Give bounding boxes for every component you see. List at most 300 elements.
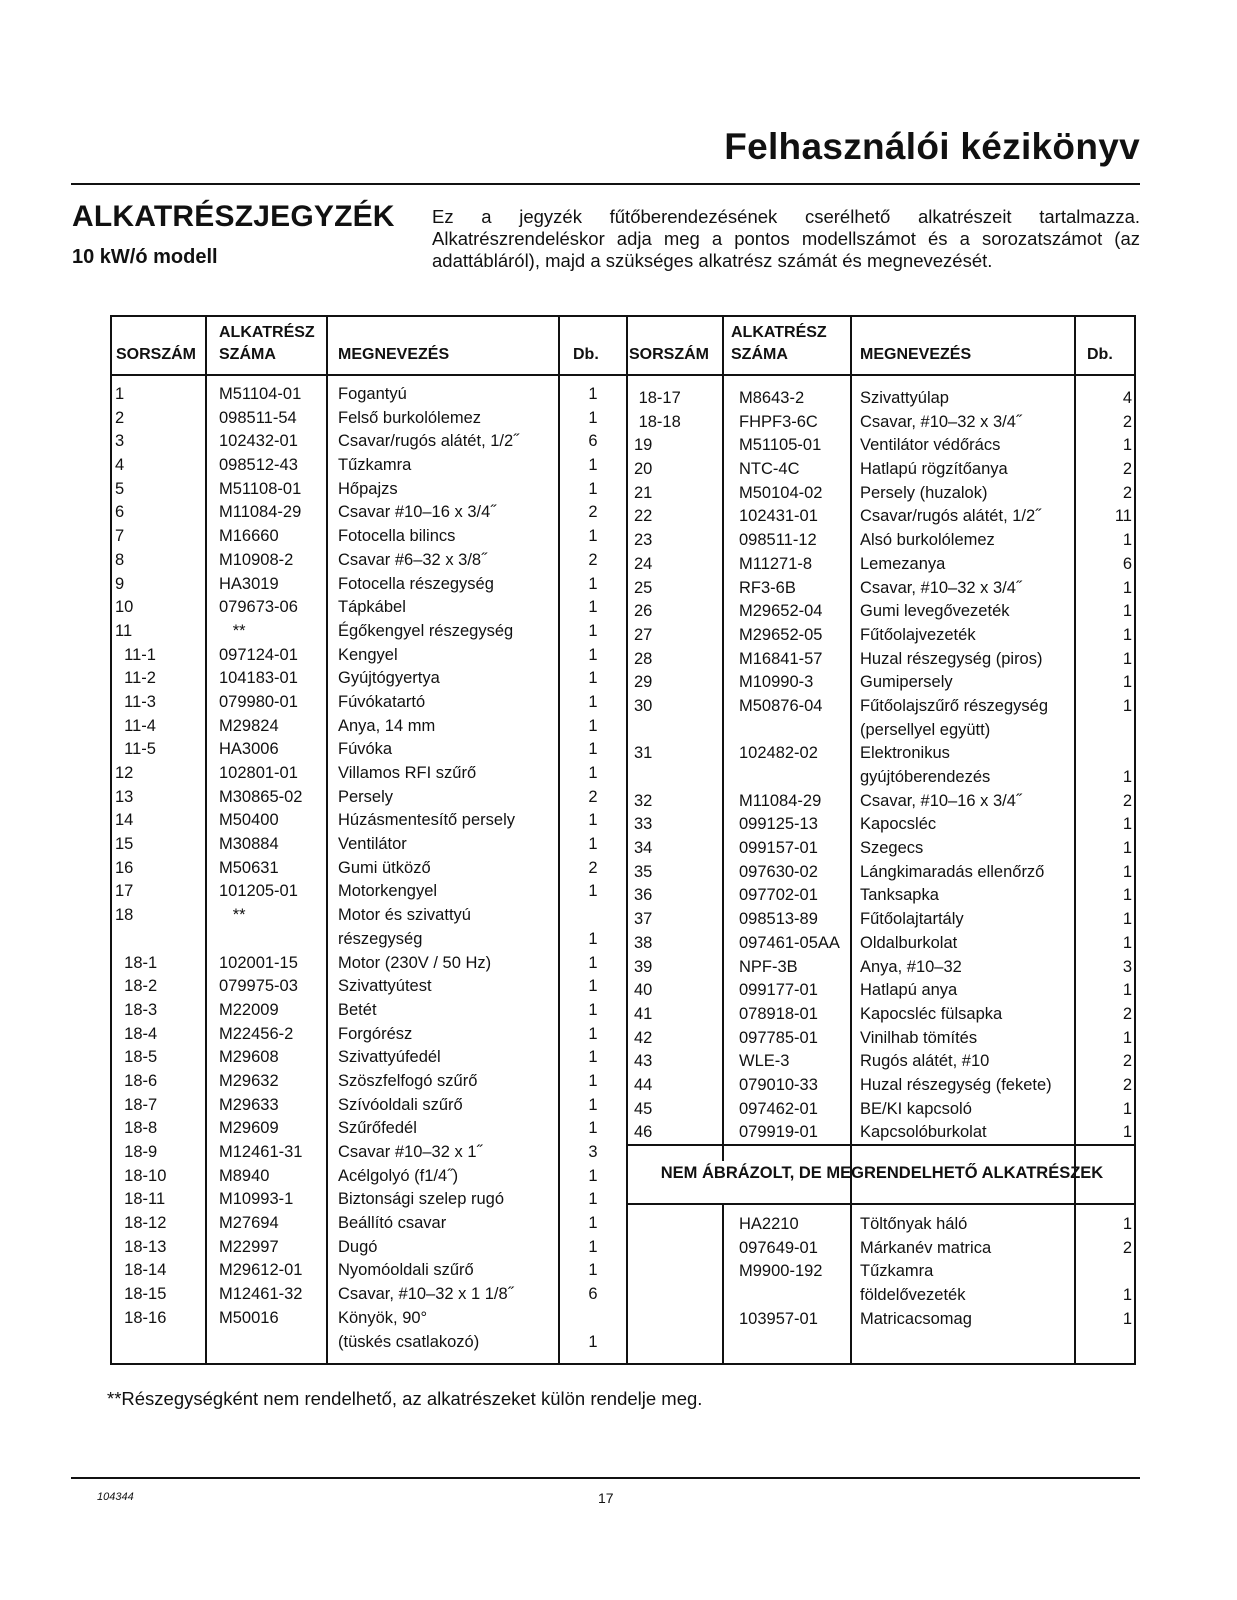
row-description: Szegecs <box>860 839 924 858</box>
right-db-column <box>1076 387 1132 1145</box>
row-sorszam: 45 <box>634 1099 653 1118</box>
row-sorszam: 18-10 <box>115 1166 167 1185</box>
row-description: Fotocella bilincs <box>338 527 456 546</box>
header-sorszam-left: SORSZÁM <box>116 346 196 363</box>
row-quantity: 1 <box>588 1024 598 1043</box>
intro-paragraph: Ez a jegyzék fűtőberendezésének cserélhető alkatrészeit tartalmazza. Alkatrészrendeléskor adja meg a pontos modellszámot és a sorozatszámot (az adattábláról), majd a szükséges alkatrész számát és megnevezését. <box>432 206 1140 271</box>
row-sorszam: 24 <box>634 554 653 573</box>
row-part-number: NTC-4C <box>739 460 800 479</box>
row-quantity: 1 <box>1122 1215 1132 1233</box>
row-sorszam: 25 <box>634 578 653 597</box>
row-sorszam: 16 <box>115 858 134 877</box>
row-quantity: 1 <box>588 574 598 593</box>
row-part-number: FHPF3-6C <box>739 412 818 431</box>
row-quantity: 1 <box>588 764 598 782</box>
row-part-number: 079919-01 <box>739 1123 818 1142</box>
row-description: Ventilátor <box>338 835 407 854</box>
row-sorszam: 4 <box>115 456 125 475</box>
row-sorszam: 5 <box>115 479 125 498</box>
row-description: Hatlapú rögzítőanya <box>860 460 1008 479</box>
row-sorszam: 13 <box>115 787 134 806</box>
row-description: Rugós alátét, #10 <box>860 1052 990 1071</box>
left-megnevezes-column <box>338 383 556 1354</box>
row-description: Tűzkamra <box>338 456 412 475</box>
row-description: Kapocsléc fülsapka <box>860 1004 1003 1023</box>
row-part-number: ** <box>219 621 246 640</box>
row-quantity: 1 <box>588 716 598 735</box>
row-part-number: 097462-01 <box>739 1099 818 1118</box>
row-sorszam: 28 <box>634 649 653 668</box>
row-quantity: 1 <box>588 953 598 972</box>
row-sorszam: 18-17 <box>634 389 681 407</box>
row-sorszam: 18-18 <box>634 412 681 431</box>
row-sorszam: 18-14 <box>115 1261 167 1280</box>
row-part-number: 102001-15 <box>219 953 298 972</box>
row-sorszam: 46 <box>634 1123 653 1142</box>
row-quantity: 1 <box>1122 531 1132 550</box>
right-sorszam-column <box>634 387 720 1145</box>
row-part-number <box>739 766 849 790</box>
row-quantity: 1 <box>588 1166 598 1185</box>
row-quantity: 6 <box>588 1285 598 1304</box>
row-description: Elektronikus <box>860 744 950 763</box>
row-quantity: 1 <box>588 1261 598 1280</box>
row-part-number: 097785-01 <box>739 1028 818 1047</box>
row-sorszam: 23 <box>634 531 653 550</box>
row-part-number: ** <box>219 906 246 925</box>
row-part-number: 102482-02 <box>739 744 818 763</box>
row-part-number: M29633 <box>219 1095 279 1114</box>
row-part-number <box>219 1331 324 1355</box>
row-quantity: 1 <box>1122 886 1132 905</box>
row-part-number: M50631 <box>219 858 279 877</box>
row-quantity: 1 <box>588 882 598 901</box>
row-part-number: M10993-1 <box>219 1190 294 1209</box>
row-description: Motor és szivattyú <box>338 906 471 925</box>
row-sorszam: 18-12 <box>115 1214 167 1233</box>
header-szama-right: SZÁMA <box>731 346 788 363</box>
row-quantity: 1 <box>588 1332 598 1351</box>
row-sorszam: 21 <box>634 483 653 502</box>
row-description: Fogantyú <box>338 385 407 403</box>
row-quantity <box>1076 719 1132 743</box>
row-quantity: 1 <box>1122 1099 1132 1118</box>
row-description: Szívóoldali szűrő <box>338 1095 463 1114</box>
row-sorszam: 18-5 <box>115 1048 158 1067</box>
row-sorszam: 11-3 <box>115 692 156 711</box>
row-part-number: M50104-02 <box>739 483 823 502</box>
row-part-number: NPF-3B <box>739 957 798 976</box>
row-description: Persely (huzalok) <box>860 483 988 502</box>
row-quantity: 2 <box>1122 460 1132 479</box>
row-part-number: M51105-01 <box>739 436 822 455</box>
row-sorszam: 12 <box>115 764 134 782</box>
row-description: Tűzkamra <box>860 1262 934 1281</box>
not-shown-heading: NEM ÁBRÁZOLT, DE MEGRENDELHETŐ ALKATRÉSZEK <box>660 1164 1104 1182</box>
row-quantity: 6 <box>1122 554 1132 573</box>
left-db-column <box>560 383 626 1354</box>
row-quantity: 2 <box>588 787 598 806</box>
row-description: Vinilhab tömítés <box>860 1028 978 1047</box>
row-part-number: 104183-01 <box>219 669 298 688</box>
right-szama-column <box>739 387 849 1145</box>
row-part-number: HA2210 <box>739 1215 799 1233</box>
row-description: Szivattyútest <box>338 977 432 996</box>
row-part-number: 098511-54 <box>219 408 297 427</box>
row-quantity: 1 <box>588 1095 598 1114</box>
row-part-number: M16660 <box>219 527 279 546</box>
column-divider <box>326 317 328 1363</box>
row-sorszam: 18-8 <box>115 1119 158 1138</box>
row-sorszam: 18-3 <box>115 1000 158 1019</box>
row-quantity: 1 <box>588 692 598 711</box>
row-part-number <box>739 1284 849 1308</box>
row-sorszam: 35 <box>634 862 653 881</box>
row-sorszam: 1 <box>115 385 125 403</box>
row-quantity: 2 <box>1122 1075 1132 1094</box>
row-part-number: 097649-01 <box>739 1238 818 1257</box>
row-description: Fúvóka <box>338 740 393 759</box>
row-part-number: M8643-2 <box>739 389 805 407</box>
row-part-number: M10908-2 <box>219 550 294 569</box>
row-quantity: 1 <box>588 479 598 498</box>
row-description: Égőkengyel részegység <box>338 621 514 640</box>
row-quantity <box>560 904 626 928</box>
row-quantity: 2 <box>1122 791 1132 810</box>
row-quantity <box>1076 1260 1132 1284</box>
row-sorszam: 15 <box>115 835 134 854</box>
row-sorszam: 18-2 <box>115 977 158 996</box>
row-part-number: M50400 <box>219 811 279 830</box>
row-quantity: 1 <box>1122 1309 1132 1328</box>
row-sorszam: 32 <box>634 791 653 810</box>
row-sorszam: 18-15 <box>115 1285 167 1304</box>
row-sorszam: 34 <box>634 839 653 858</box>
row-description: Beállító csavar <box>338 1214 447 1233</box>
row-part-number: 079980-01 <box>219 692 298 711</box>
half-divider <box>626 317 628 1363</box>
row-quantity: 1 <box>588 811 598 830</box>
row-sorszam: 18-6 <box>115 1071 158 1090</box>
top-rule <box>71 183 1140 185</box>
row-part-number: 097461-05AA <box>739 933 840 952</box>
row-quantity: 2 <box>1122 1238 1132 1257</box>
row-part-number: 079975-03 <box>219 977 298 996</box>
column-divider <box>722 1203 724 1363</box>
row-description: Dugó <box>338 1237 378 1256</box>
row-part-number: M51108-01 <box>219 479 302 498</box>
row-part-number: 101205-01 <box>219 882 298 901</box>
row-description: Tanksapka <box>860 886 939 905</box>
row-quantity: 2 <box>1122 1004 1132 1023</box>
row-quantity: 2 <box>1122 483 1132 502</box>
row-sorszam <box>634 719 720 743</box>
row-description: Huzal részegység (fekete) <box>860 1075 1052 1094</box>
row-description: Felső burkolólemez <box>338 408 482 427</box>
row-quantity: 1 <box>588 1119 598 1138</box>
row-quantity: 1 <box>588 740 598 759</box>
row-part-number: M27694 <box>219 1214 279 1233</box>
row-description: Alsó burkolólemez <box>860 531 995 550</box>
row-description: Csavar, #10–32 x 1 1/8˝ <box>338 1285 514 1304</box>
row-part-number: M11084-29 <box>219 503 302 522</box>
row-part-number: 078918-01 <box>739 1004 818 1023</box>
row-description: (persellyel együtt) <box>860 720 991 739</box>
row-description: Hatlapú anya <box>860 981 958 1000</box>
row-quantity: 3 <box>588 1143 598 1161</box>
row-quantity: 1 <box>1122 1028 1132 1047</box>
section-heading: ALKATRÉSZJEGYZÉK <box>72 200 395 233</box>
row-sorszam: 33 <box>634 815 653 834</box>
row-description: Fúvókatartó <box>338 692 426 711</box>
row-sorszam: 30 <box>634 696 653 715</box>
row-part-number: M50016 <box>219 1308 279 1327</box>
header-alkatresz-right: ALKATRÉSZ <box>731 324 827 341</box>
row-description: Kapocsléc <box>860 815 937 834</box>
row-sorszam: 40 <box>634 981 653 1000</box>
row-quantity: 1 <box>588 835 598 854</box>
row-description: Lángkimaradás ellenőrző <box>860 862 1045 881</box>
row-quantity: 1 <box>1122 981 1132 1000</box>
row-part-number: 102801-01 <box>219 764 298 782</box>
row-quantity: 2 <box>588 858 598 877</box>
row-part-number: M22997 <box>219 1237 279 1256</box>
row-sorszam: 20 <box>634 460 653 479</box>
row-part-number: M29652-05 <box>739 625 823 644</box>
row-part-number: M29632 <box>219 1071 279 1090</box>
row-quantity: 1 <box>588 456 598 475</box>
row-description: Húzásmentesítő persely <box>338 811 515 830</box>
document-number: 104344 <box>97 1491 134 1503</box>
row-part-number: M11271-8 <box>739 554 813 573</box>
parts-table <box>110 315 1136 1365</box>
footnote: **Részegységként nem rendelhető, az alkatrészeket külön rendelje meg. <box>107 1388 703 1409</box>
row-quantity: 1 <box>1122 768 1132 786</box>
row-sorszam: 7 <box>115 527 125 546</box>
row-description: Csavar/rugós alátét, 1/2˝ <box>338 432 519 451</box>
row-part-number: RF3-6B <box>739 578 796 597</box>
row-quantity: 1 <box>1122 933 1132 952</box>
row-part-number: 099157-01 <box>739 839 818 858</box>
row-sorszam: 18-4 <box>115 1024 158 1043</box>
row-quantity: 1 <box>1122 1123 1132 1142</box>
row-part-number <box>739 719 849 743</box>
row-description: Oldalburkolat <box>860 933 958 952</box>
row-sorszam: 11 <box>115 621 133 640</box>
row-sorszam <box>634 766 720 790</box>
row-description: Lemezanya <box>860 554 946 573</box>
row-part-number: M29608 <box>219 1048 279 1067</box>
row-description: Csavar, #10–32 x 3/4˝ <box>860 578 1022 597</box>
row-description: Acélgolyó (f1/4˝) <box>338 1166 459 1185</box>
row-quantity: 1 <box>1122 649 1132 668</box>
header-megnevezes-left: MEGNEVEZÉS <box>338 346 450 363</box>
row-part-number: M29652-04 <box>739 602 823 621</box>
row-sorszam: 18-9 <box>115 1143 158 1161</box>
row-sorszam: 29 <box>634 673 653 692</box>
row-sorszam: 19 <box>634 436 653 455</box>
row-part-number: 079673-06 <box>219 598 298 617</box>
row-description: Persely <box>338 787 394 806</box>
row-part-number: M50876-04 <box>739 696 823 715</box>
row-description: Csavar #10–16 x 3/4˝ <box>338 503 496 522</box>
row-description: Gumipersely <box>860 673 953 692</box>
row-sorszam: 43 <box>634 1052 653 1071</box>
row-description: Töltőnyak háló <box>860 1215 968 1233</box>
row-quantity: 1 <box>588 621 598 640</box>
row-description: Gyújtógyertya <box>338 669 440 688</box>
row-part-number: M8940 <box>219 1166 270 1185</box>
row-description: Csavar/rugós alátét, 1/2˝ <box>860 507 1041 526</box>
row-description: Tápkábel <box>338 598 406 617</box>
row-part-number: 098511-12 <box>739 531 817 550</box>
row-part-number: M11084-29 <box>739 791 822 810</box>
row-part-number: M16841-57 <box>739 649 823 668</box>
row-part-number: HA3006 <box>219 740 279 759</box>
row-description: Motor (230V / 50 Hz) <box>338 953 492 972</box>
row-quantity: 4 <box>1122 389 1132 407</box>
row-quantity: 1 <box>1122 815 1132 834</box>
row-sorszam: 31 <box>634 744 653 763</box>
row-description: BE/KI kapcsoló <box>860 1099 972 1118</box>
row-sorszam: 26 <box>634 602 653 621</box>
row-sorszam: 37 <box>634 910 653 929</box>
row-part-number: M22009 <box>219 1000 279 1019</box>
row-part-number <box>219 928 324 952</box>
row-description: Villamos RFI szűrő <box>338 764 477 782</box>
row-description: Biztonsági szelep rugó <box>338 1190 505 1209</box>
row-part-number: 098513-89 <box>739 910 818 929</box>
row-sorszam: 18-7 <box>115 1095 158 1114</box>
row-sorszam: 18 <box>115 906 134 925</box>
row-part-number: WLE-3 <box>739 1052 790 1071</box>
not-shown-db-column <box>1076 1213 1132 1331</box>
row-part-number: 097124-01 <box>219 645 298 664</box>
row-sorszam: 44 <box>634 1075 653 1094</box>
row-description: Könyök, 90° <box>338 1308 428 1327</box>
row-part-number: 102432-01 <box>219 432 298 451</box>
row-description: Ventilátor védőrács <box>860 436 1001 455</box>
row-sorszam: 36 <box>634 886 653 905</box>
row-description: Forgórész <box>338 1024 413 1043</box>
row-description: Motorkengyel <box>338 882 438 901</box>
model-label: 10 kW/ó modell <box>72 246 218 268</box>
row-quantity: 1 <box>1122 910 1132 929</box>
row-quantity: 2 <box>1122 412 1132 431</box>
row-quantity: 1 <box>588 1000 598 1019</box>
row-sorszam: 18-1 <box>115 953 158 972</box>
row-quantity: 1 <box>1122 839 1132 858</box>
row-part-number: M30884 <box>219 835 279 854</box>
row-part-number: M29612-01 <box>219 1261 303 1280</box>
row-quantity: 11 <box>1114 507 1132 526</box>
row-sorszam: 9 <box>115 574 125 593</box>
row-description: Csavar, #10–16 x 3/4˝ <box>860 791 1022 810</box>
row-sorszam: 22 <box>634 507 653 526</box>
row-sorszam: 11-4 <box>115 716 156 735</box>
row-description: Fűtőolajvezeték <box>860 625 976 644</box>
row-description: Gumi ütköző <box>338 858 431 877</box>
row-sorszam: 11-5 <box>115 740 156 759</box>
column-divider <box>722 317 724 1161</box>
row-quantity: 1 <box>588 1237 598 1256</box>
row-sorszam: 38 <box>634 933 653 952</box>
row-quantity: 1 <box>1122 1286 1132 1305</box>
row-quantity: 3 <box>1122 957 1132 976</box>
row-description: részegység <box>338 929 423 948</box>
row-part-number: M22456-2 <box>219 1024 294 1043</box>
row-sorszam: 14 <box>115 811 134 830</box>
row-quantity: 1 <box>1122 862 1132 881</box>
not-shown-bottom-rule <box>626 1203 1134 1205</box>
row-sorszam <box>115 1331 203 1355</box>
row-part-number: 099177-01 <box>739 981 818 1000</box>
row-quantity: 1 <box>1122 436 1132 455</box>
column-divider <box>850 317 852 1363</box>
row-description: Szivattyúlap <box>860 389 949 407</box>
row-part-number: 097702-01 <box>739 886 818 905</box>
header-szama-left: SZÁMA <box>219 346 276 363</box>
row-description: Márkanév matrica <box>860 1238 992 1257</box>
row-description: Anya, 14 mm <box>338 716 436 735</box>
row-quantity: 1 <box>588 1071 598 1090</box>
row-description: Csavar, #10–32 x 3/4˝ <box>860 412 1022 431</box>
row-part-number: M29824 <box>219 716 279 735</box>
row-sorszam: 27 <box>634 625 653 644</box>
row-quantity: 1 <box>588 408 598 427</box>
row-sorszam: 18-11 <box>115 1190 166 1209</box>
row-description: Anya, #10–32 <box>860 957 962 976</box>
row-quantity: 1 <box>588 598 598 617</box>
row-description: Hőpajzs <box>338 479 398 498</box>
row-part-number: M9900-192 <box>739 1262 823 1281</box>
row-sorszam <box>115 928 203 952</box>
row-sorszam: 42 <box>634 1028 653 1047</box>
row-description: Fűtőolajtartály <box>860 910 964 929</box>
row-quantity: 1 <box>588 977 598 996</box>
row-description: Betét <box>338 1000 377 1019</box>
row-quantity: 2 <box>1122 1052 1132 1071</box>
row-description: (tüskés csatlakozó) <box>338 1332 480 1351</box>
row-quantity: 1 <box>588 929 598 948</box>
row-quantity: 1 <box>588 669 598 688</box>
row-sorszam: 3 <box>115 432 125 451</box>
row-description: Kengyel <box>338 645 398 664</box>
row-description: földelővezeték <box>860 1286 966 1305</box>
row-sorszam: 41 <box>634 1004 653 1023</box>
row-part-number: 103957-01 <box>739 1309 818 1328</box>
row-description: Csavar #6–32 x 3/8˝ <box>338 550 487 569</box>
row-sorszam: 6 <box>115 503 125 522</box>
row-quantity: 1 <box>1122 696 1132 715</box>
row-part-number: 079010-33 <box>739 1075 818 1094</box>
row-quantity: 1 <box>588 385 598 403</box>
row-part-number: 102431-01 <box>739 507 818 526</box>
row-quantity: 1 <box>588 1214 598 1233</box>
row-quantity: 2 <box>588 550 598 569</box>
row-part-number: M29609 <box>219 1119 279 1138</box>
row-description: Szivattyúfedél <box>338 1048 441 1067</box>
header-alkatresz-left: ALKATRÉSZ <box>219 324 315 341</box>
row-description: Nyomóoldali szűrő <box>338 1261 474 1280</box>
right-megnevezes-column <box>860 387 1072 1145</box>
bottom-rule <box>71 1477 1140 1479</box>
row-sorszam: 11-1 <box>115 645 156 664</box>
row-description: Csavar #10–32 x 1˝ <box>338 1143 482 1161</box>
row-part-number: M12461-31 <box>219 1143 303 1161</box>
page-number: 17 <box>598 1490 614 1506</box>
row-sorszam: 10 <box>115 598 134 617</box>
